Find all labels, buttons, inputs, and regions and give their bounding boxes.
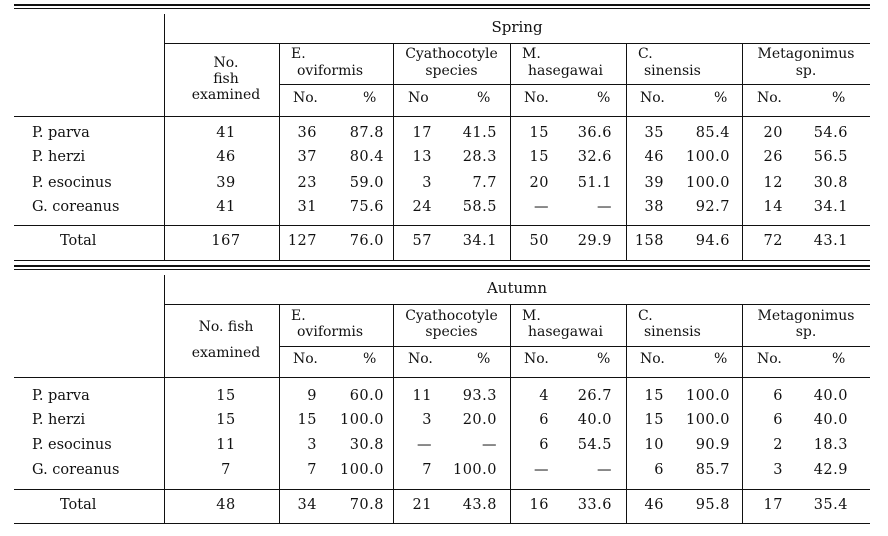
percent-cell: 85.4 (695, 125, 730, 141)
subheader-count: No. (757, 351, 782, 367)
percent-cell: 100.0 (452, 462, 497, 478)
count-cell: — (417, 437, 432, 453)
group-header: species (425, 324, 478, 340)
species-label: P. esocinus (32, 175, 112, 191)
count-cell: 6 (773, 388, 783, 404)
count-cell: 38 (644, 199, 664, 215)
percent-cell: 100.0 (339, 462, 384, 478)
total-percent: 76.0 (349, 233, 384, 249)
count-cell: 20 (529, 175, 549, 191)
count-cell: 15 (297, 412, 317, 428)
group-header: oviformis (297, 324, 364, 340)
section-top-rule (14, 269, 870, 270)
count-cell: — (534, 462, 549, 478)
label-column-divider (164, 14, 165, 260)
group-header: E. (291, 308, 306, 324)
examined-count: 15 (216, 412, 236, 428)
subheader-rule (279, 84, 870, 85)
subheader-rule (279, 346, 870, 347)
species-label: P. herzi (32, 412, 86, 428)
total-count: 17 (763, 497, 783, 513)
group-header: Cyathocotyle (405, 46, 498, 62)
subheader-count: No. (640, 351, 665, 367)
section-bottom-rule (14, 523, 870, 524)
subheader-count: No. (293, 351, 318, 367)
count-cell: 46 (644, 149, 664, 165)
header-bottom-rule (14, 377, 870, 378)
percent-cell: 41.5 (462, 125, 497, 141)
subheader-count: No. (640, 90, 665, 106)
percent-cell: 34.1 (813, 199, 848, 215)
total-examined: 48 (216, 497, 236, 513)
group-header: hasegawai (528, 63, 603, 79)
examined-count: 41 (216, 125, 236, 141)
percent-cell: 58.5 (462, 199, 497, 215)
percent-cell: 7.7 (472, 175, 497, 191)
percent-cell: 60.0 (349, 388, 384, 404)
group-divider (626, 304, 627, 523)
total-examined: 167 (211, 233, 241, 249)
count-cell: 15 (644, 412, 664, 428)
count-cell: 12 (763, 175, 783, 191)
percent-cell: 100.0 (685, 175, 730, 191)
percent-cell: 32.6 (577, 149, 612, 165)
percent-cell: 20.0 (462, 412, 497, 428)
total-count: 127 (287, 233, 317, 249)
count-cell: 9 (307, 388, 317, 404)
section-bottom-rule (14, 260, 870, 261)
total-percent: 94.6 (695, 233, 730, 249)
count-cell: 24 (412, 199, 432, 215)
percent-cell: 40.0 (577, 412, 612, 428)
total-count: 46 (644, 497, 664, 513)
total-percent: 35.4 (813, 497, 848, 513)
subheader-percent: % (363, 351, 377, 367)
group-header: M. (522, 46, 541, 62)
percent-cell: 100.0 (685, 412, 730, 428)
count-cell: 2 (773, 437, 783, 453)
percent-cell: 93.3 (462, 388, 497, 404)
total-count: 158 (634, 233, 664, 249)
count-cell: 15 (529, 125, 549, 141)
group-header: C. (638, 308, 653, 324)
total-percent: 33.6 (577, 497, 612, 513)
percent-cell: 18.3 (813, 437, 848, 453)
total-count: 57 (412, 233, 432, 249)
count-cell: 3 (307, 437, 317, 453)
total-percent: 95.8 (695, 497, 730, 513)
season-title: Spring (491, 18, 543, 36)
subheader-percent: % (714, 351, 728, 367)
group-header: E. (291, 46, 306, 62)
examined-count: 46 (216, 149, 236, 165)
count-cell: 11 (412, 388, 432, 404)
count-cell: 37 (297, 149, 317, 165)
group-header: hasegawai (528, 324, 603, 340)
percent-cell: 56.5 (813, 149, 848, 165)
group-header: sp. (795, 63, 817, 79)
percent-cell: 30.8 (813, 175, 848, 191)
total-count: 21 (412, 497, 432, 513)
count-cell: 6 (654, 462, 664, 478)
count-cell: 15 (644, 388, 664, 404)
subheader-percent: % (597, 90, 611, 106)
group-divider (742, 304, 743, 523)
total-percent: 29.9 (577, 233, 612, 249)
subheader-percent: % (363, 90, 377, 106)
section-top-rule (14, 4, 870, 6)
percent-cell: — (597, 462, 612, 478)
total-percent: 34.1 (462, 233, 497, 249)
count-cell: 6 (773, 412, 783, 428)
group-header: sp. (795, 324, 817, 340)
total-percent: 70.8 (349, 497, 384, 513)
subheader-percent: % (832, 351, 846, 367)
percent-cell: 100.0 (339, 412, 384, 428)
count-cell: 6 (539, 412, 549, 428)
season-title: Autumn (486, 279, 548, 297)
count-cell: 4 (539, 388, 549, 404)
subheader-count: No. (408, 351, 433, 367)
subheader-percent: % (832, 90, 846, 106)
subheader-percent: % (597, 351, 611, 367)
section-top-rule (14, 265, 870, 267)
species-label: G. coreanus (32, 462, 120, 478)
percent-cell: 100.0 (685, 388, 730, 404)
percent-cell: — (597, 199, 612, 215)
group-header: C. (638, 46, 653, 62)
count-cell: 15 (529, 149, 549, 165)
group-header: oviformis (297, 63, 364, 79)
total-rule (14, 489, 870, 490)
examined-header-label: fish (213, 71, 239, 87)
percent-cell: — (482, 437, 497, 453)
group-header: sinensis (644, 63, 701, 79)
total-label: Total (60, 497, 97, 513)
season-underline (164, 43, 870, 44)
species-label: G. coreanus (32, 199, 120, 215)
examined-header-label: examined (191, 345, 261, 361)
examined-count: 11 (216, 437, 236, 453)
percent-cell: 42.9 (813, 462, 848, 478)
subheader-count: No. (524, 351, 549, 367)
group-header: species (425, 63, 478, 79)
percent-cell: 54.6 (813, 125, 848, 141)
count-cell: 17 (412, 125, 432, 141)
percent-cell: 36.6 (577, 125, 612, 141)
header-bottom-rule (14, 116, 870, 117)
examined-header-label: No. fish (198, 319, 254, 335)
count-cell: 3 (773, 462, 783, 478)
percent-cell: 100.0 (685, 149, 730, 165)
percent-cell: 59.0 (349, 175, 384, 191)
percent-cell: 85.7 (695, 462, 730, 478)
count-cell: 23 (297, 175, 317, 191)
count-cell: 26 (763, 149, 783, 165)
examined-count: 39 (216, 175, 236, 191)
total-label: Total (60, 233, 97, 249)
count-cell: 7 (307, 462, 317, 478)
percent-cell: 40.0 (813, 412, 848, 428)
count-cell: 31 (297, 199, 317, 215)
group-header: Metagonimus (757, 46, 855, 62)
total-count: 16 (529, 497, 549, 513)
percent-cell: 54.5 (577, 437, 612, 453)
species-label: P. parva (32, 125, 90, 141)
species-label: P. herzi (32, 149, 86, 165)
subheader-count: No (408, 90, 429, 106)
percent-cell: 30.8 (349, 437, 384, 453)
season-underline (164, 304, 870, 305)
total-rule (14, 225, 870, 226)
count-cell: 3 (422, 175, 432, 191)
percent-cell: 87.8 (349, 125, 384, 141)
percent-cell: 51.1 (577, 175, 612, 191)
percent-cell: 26.7 (577, 388, 612, 404)
group-header: M. (522, 308, 541, 324)
percent-cell: 92.7 (695, 199, 730, 215)
species-label: P. parva (32, 388, 90, 404)
label-column-divider (164, 275, 165, 523)
examined-count: 41 (216, 199, 236, 215)
count-cell: 36 (297, 125, 317, 141)
count-cell: — (534, 199, 549, 215)
percent-cell: 28.3 (462, 149, 497, 165)
total-percent: 43.1 (813, 233, 848, 249)
total-percent: 43.8 (462, 497, 497, 513)
examined-count: 7 (221, 462, 231, 478)
subheader-count: No. (757, 90, 782, 106)
subheader-percent: % (477, 90, 491, 106)
count-cell: 13 (412, 149, 432, 165)
subheader-percent: % (477, 351, 491, 367)
total-count: 34 (297, 497, 317, 513)
group-divider (626, 43, 627, 260)
examined-count: 15 (216, 388, 236, 404)
total-count: 50 (529, 233, 549, 249)
subheader-count: No. (293, 90, 318, 106)
count-cell: 14 (763, 199, 783, 215)
subheader-count: No. (524, 90, 549, 106)
group-header: sinensis (644, 324, 701, 340)
group-divider (742, 43, 743, 260)
percent-cell: 75.6 (349, 199, 384, 215)
examined-header-label: examined (191, 87, 261, 103)
count-cell: 3 (422, 412, 432, 428)
group-header: Cyathocotyle (405, 308, 498, 324)
subheader-percent: % (714, 90, 728, 106)
count-cell: 39 (644, 175, 664, 191)
count-cell: 10 (644, 437, 664, 453)
percent-cell: 40.0 (813, 388, 848, 404)
total-count: 72 (763, 233, 783, 249)
percent-cell: 90.9 (695, 437, 730, 453)
count-cell: 7 (422, 462, 432, 478)
group-header: Metagonimus (757, 308, 855, 324)
percent-cell: 80.4 (349, 149, 384, 165)
count-cell: 6 (539, 437, 549, 453)
examined-header-label: No. (213, 55, 239, 71)
count-cell: 20 (763, 125, 783, 141)
species-label: P. esocinus (32, 437, 112, 453)
section-top-rule (14, 8, 870, 9)
count-cell: 35 (644, 125, 664, 141)
